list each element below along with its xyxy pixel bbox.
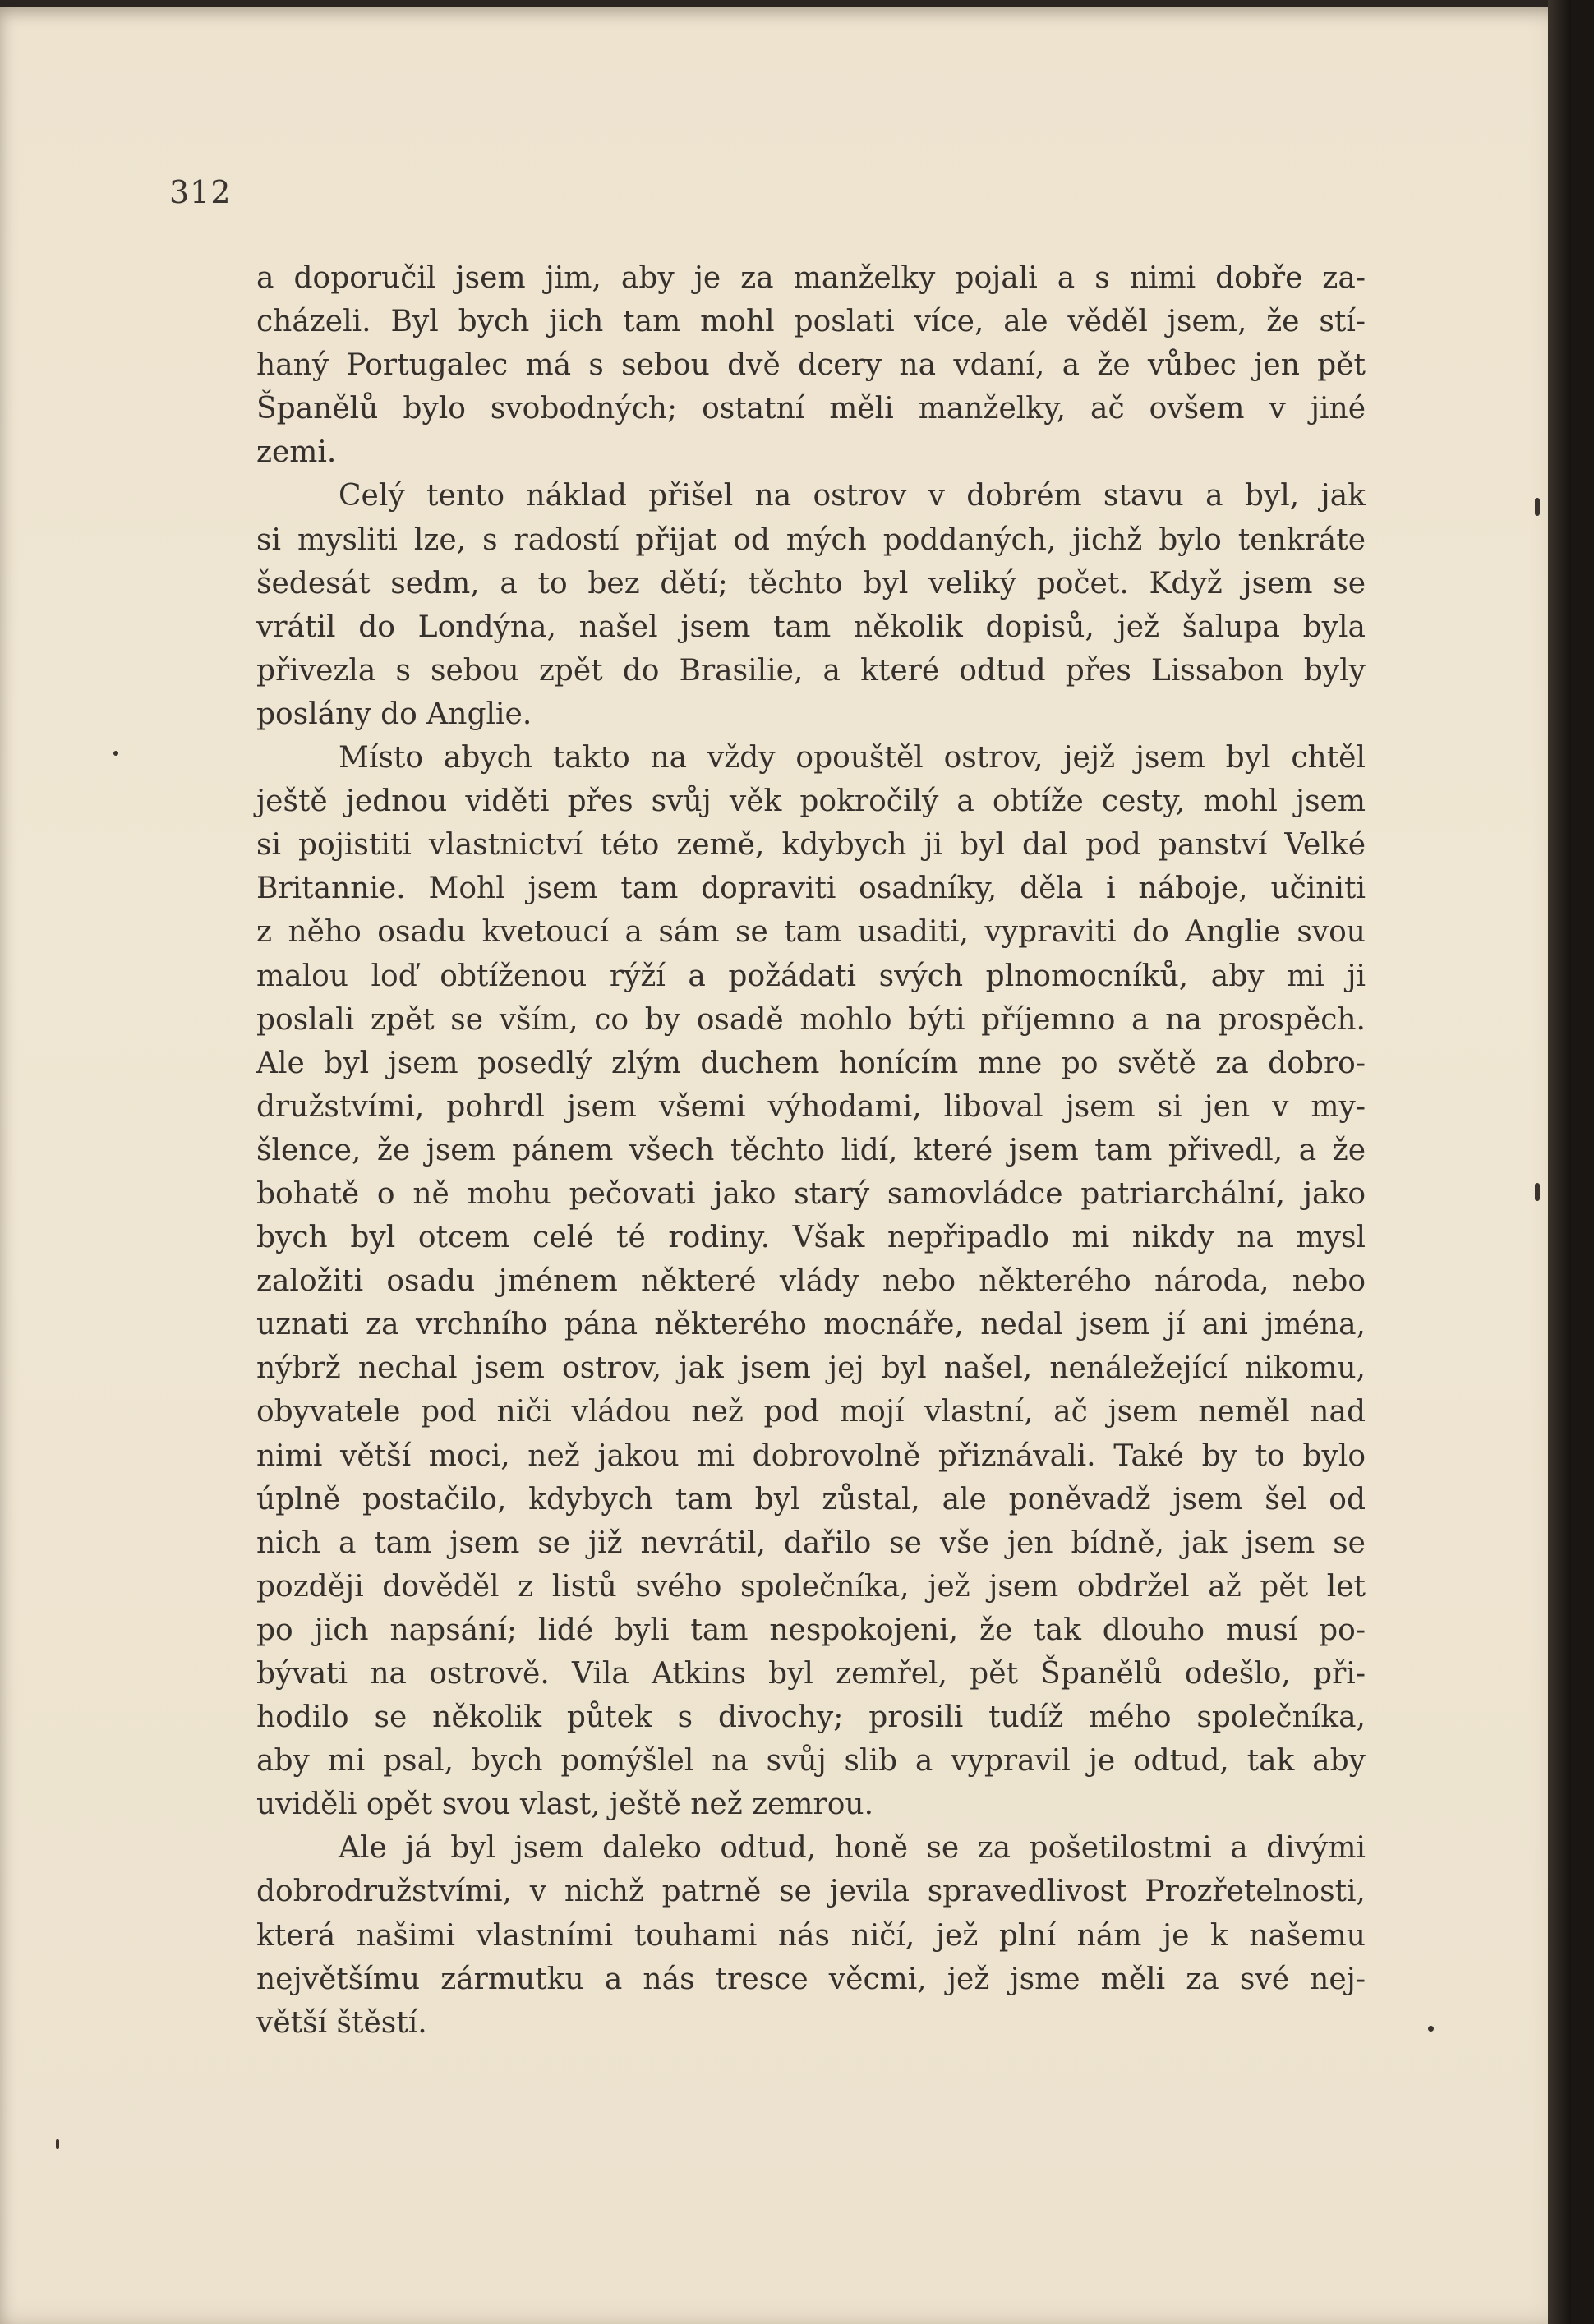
binding-edge <box>1548 0 1571 2324</box>
text-line: větší štěstí. <box>256 2005 427 2040</box>
text-line: po jich napsání; lidé byli tam nespokojeni, že tak dlouho musí po- <box>256 1613 1366 1647</box>
text-line: uznati za vrchního pána některého mocnáře, nedal jsem jí ani jména, <box>256 1308 1366 1342</box>
text-line: přivezla s sebou zpět do Brasilie, a které odtud přes Lissabon byly <box>256 653 1366 688</box>
text-line: obyvatele pod niči vládou než pod mojí vlastní, ač jsem neměl nad <box>256 1395 1366 1429</box>
ink-speck <box>56 2139 59 2149</box>
text-line: uviděli opět svou vlast, ještě než zemrou. <box>256 1788 874 1822</box>
text-line: cházeli. Byl bych jich tam mohl poslati více, ale věděl jsem, že stí- <box>256 305 1366 339</box>
text-line: největšímu zármutku a nás tresce věcmi, jež jsme měli za své nej- <box>256 1962 1366 1996</box>
text-line: aby mi psal, bych pomýšlel na svůj slib a vypravil je odtud, tak aby <box>256 1744 1366 1779</box>
text-line: bych byl otcem celé té rodiny. Však nepřipadlo mi nikdy na mysl <box>256 1221 1366 1255</box>
text-line: poslali zpět se vším, co by osadě mohlo býti příjemno a na prospěch. <box>256 1002 1366 1037</box>
text-line: Místo abych takto na vždy opouštěl ostrov, jejž jsem byl chtěl <box>339 741 1366 775</box>
text-line: si mysliti lze, s radostí přijat od mých poddaných, jichž bylo tenkráte <box>256 522 1366 557</box>
body-text <box>256 256 1366 2045</box>
text-line: družstvími, pohrdl jsem všemi výhodami, liboval jsem si jen v my- <box>256 1089 1366 1124</box>
text-line: dobrodružstvími, v nichž patrně se jevila spravedlivost Prozřetelnosti, <box>256 1875 1366 1909</box>
text-line: Ale byl jsem posedlý zlým duchem honícím mne po světě za dobro- <box>256 1046 1366 1080</box>
text-line: šlence, že jsem pánem všech těchto lidí, které jsem tam přivedl, a že <box>256 1133 1366 1167</box>
text-line: nimi větší moci, než jakou mi dobrovolně přiznávali. Také by to bylo <box>256 1438 1366 1473</box>
text-line: Španělů bylo svobodných; ostatní měli manželky, ač ovšem v jiné <box>256 392 1366 426</box>
text-line: malou loď obtíženou rýží a požádati svých plnomocníků, aby mi ji <box>256 959 1366 993</box>
ink-speck <box>1535 1183 1540 1201</box>
text-line: si pojistiti vlastnictví této země, kdybych ji byl dal pod panství Velké <box>256 828 1366 863</box>
text-line: poslány do Anglie. <box>256 697 532 731</box>
text-line: ještě jednou viděti přes svůj věk pokročilý a obtíže cesty, mohl jsem <box>256 785 1366 819</box>
text-line: úplně postačilo, kdybych tam byl zůstal, ale poněvadž jsem šel od <box>256 1482 1366 1516</box>
page-top-edge <box>0 0 1571 7</box>
text-line: založiti osadu jménem některé vlády nebo některého národa, nebo <box>256 1264 1366 1299</box>
text-line: bohatě o ně mohu pečovati jako starý samovládce patriarchální, jako <box>256 1176 1366 1211</box>
text-line: vrátil do Londýna, našel jsem tam několik dopisů, jež šalupa byla <box>256 610 1366 644</box>
text-line: Celý tento náklad přišel na ostrov v dobrém stavu a byl, jak <box>339 479 1366 513</box>
text-line: z něho osadu kvetoucí a sám se tam usaditi, vypraviti do Anglie svou <box>256 915 1366 950</box>
page-number: 312 <box>169 174 232 210</box>
text-line: Britannie. Mohl jsem tam dopraviti osadníky, děla i náboje, učiniti <box>256 872 1366 906</box>
text-line: zemi. <box>256 435 337 470</box>
text-line: šedesát sedm, a to bez dětí; těchto byl veliký počet. Když jsem se <box>256 566 1366 601</box>
text-line: která našimi vlastními touhami nás ničí, jež plní nám je k našemu <box>256 1918 1366 1953</box>
text-line: hodilo se několik půtek s divochy; prosili tudíž mého společníka, <box>256 1700 1366 1735</box>
text-line: bývati na ostrově. Vila Atkins byl zemřel, pět Španělů odešlo, při- <box>256 1657 1366 1691</box>
ink-speck <box>1428 2026 1434 2032</box>
text-line: haný Portugalec má s sebou dvě dcery na vdaní, a že vůbec jen pět <box>256 348 1366 383</box>
text-line: nich a tam jsem se již nevrátil, dařilo se vše jen bídně, jak jsem se <box>256 1526 1366 1560</box>
ink-speck <box>1535 498 1540 516</box>
text-line: nýbrž nechal jsem ostrov, jak jsem jej byl našel, nenáležející nikomu, <box>256 1351 1366 1386</box>
text-line: později dověděl z listů svého společníka, jež jsem obdržel až pět let <box>256 1569 1366 1604</box>
text-line: a doporučil jsem jim, aby je za manželky pojali a s nimi dobře za- <box>256 261 1366 295</box>
ink-speck <box>113 751 118 756</box>
text-line: Ale já byl jsem daleko odtud, honě se za pošetilostmi a divými <box>339 1831 1366 1866</box>
